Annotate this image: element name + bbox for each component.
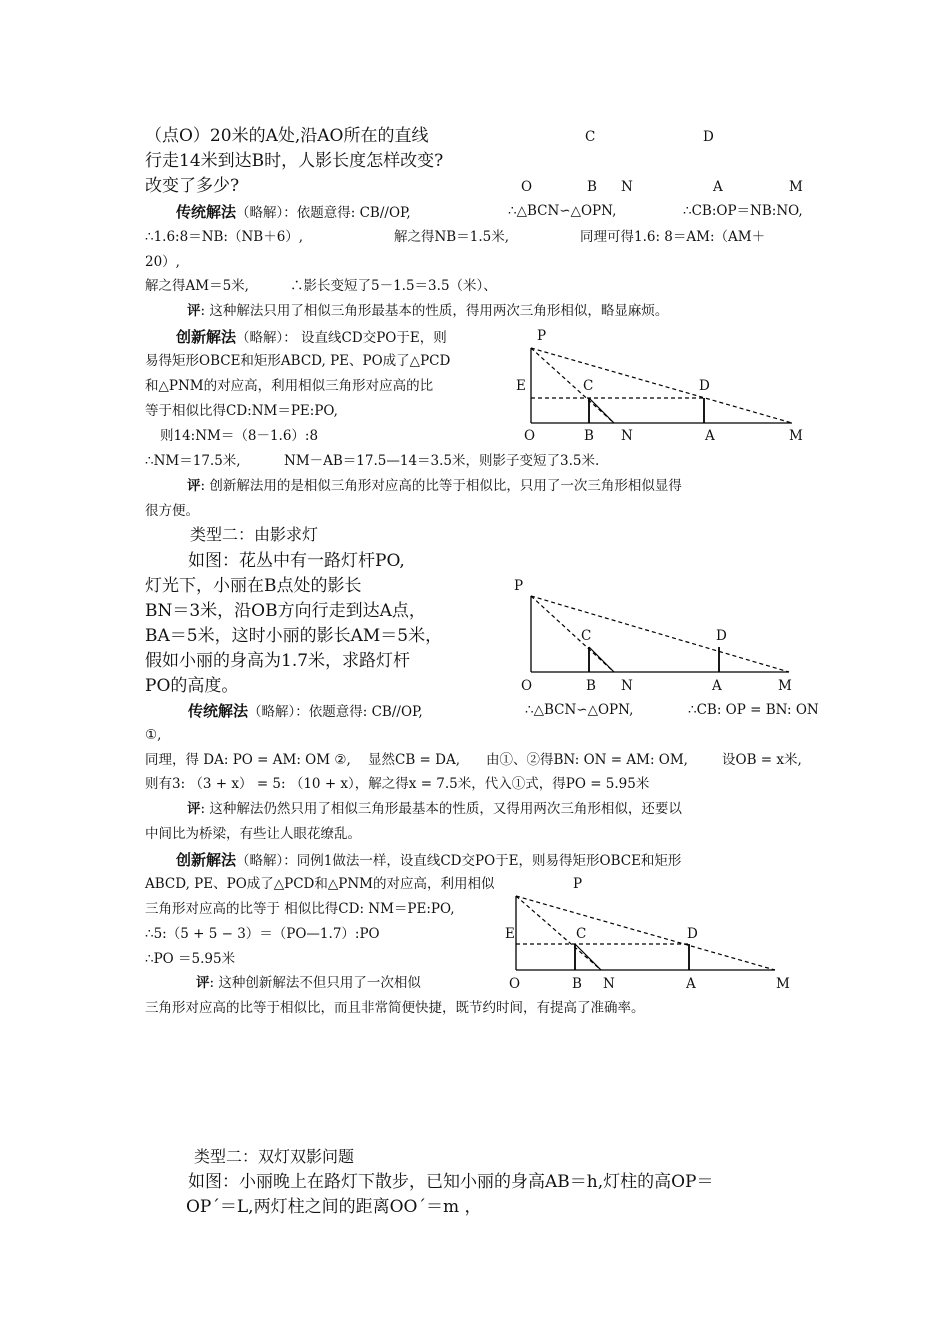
method-heading: 传统解法 [176, 203, 237, 221]
point-label-d: D [716, 628, 727, 644]
point-label-o: O [524, 428, 536, 444]
point-label-a: A [712, 678, 722, 694]
solution-text: ∴5:（5 + 5 − 3）＝（PO—1.7）:PO [145, 926, 380, 942]
solution-text: NM－AB＝17.5—14＝3.5米，则影子变短了3.5米. [284, 453, 600, 469]
solution-text: （略解）： 设直线CD交PO于E，则 [236, 330, 447, 346]
point-label-n: N [621, 428, 633, 444]
comment-heading: 评 [196, 975, 210, 991]
problem-text-line: （点O）20米的A处,沿AO所在的直线 [145, 126, 429, 146]
comment-text: : 这种创新解法不但只用了一次相似 [209, 975, 421, 991]
comment-text: : 这种解法仍然只用了相似三角形最基本的性质，又得用两次三角形相似，还要以 [200, 801, 682, 817]
solution-text: （略解）：依题意得: CB//OP, [236, 205, 411, 221]
solution-text: 20）, [145, 254, 180, 270]
solution-text: ∴CB: OP = BN: ON [688, 702, 819, 718]
solution-text: 易得矩形OBCE和矩形ABCD, PE、PO成了△PCD [145, 353, 451, 369]
comment-text: 三角形对应高的比等于相似比，而且非常简便快捷，既节约时间，有提高了准确率。 [145, 1000, 645, 1016]
solution-text: ABCD, PE、PO成了△PCD和△PNM的对应高，利用相似 [145, 876, 495, 892]
solution-text: 则有3: （3 + x） = 5: （10 + x），解之得x = 7.5米，代入①式，得PO = 5.95米 [145, 776, 650, 792]
point-label-b: B [584, 428, 594, 444]
problem-text-line: 如图：小丽晚上在路灯下散步，已知小丽的身高AB＝h,灯柱的高OP＝ [188, 1172, 714, 1192]
point-label-b: B [586, 678, 596, 694]
point-label-p: P [573, 876, 583, 892]
method-heading: 创新解法 [176, 328, 237, 346]
point-label-o: O [521, 179, 533, 195]
solution-text: ∴影长变短了5－1.5＝3.5（米）、 [290, 278, 497, 294]
problem-text-line: 行走14米到达B时，人影长度怎样改变? [145, 151, 444, 171]
solution-text: ∴CB:OP＝NB:NO, [683, 203, 803, 219]
point-label-p: P [514, 578, 524, 594]
problem-text-line: BA＝5米，这时小丽的影长AM＝5米， [145, 626, 443, 646]
comment-text: 中间比为桥梁，有些让人眼花缭乱。 [145, 826, 361, 842]
solution-text: 解之得NB＝1.5米, [394, 229, 509, 245]
point-label-m: M [778, 678, 792, 694]
solution-text: 同理，得 DA: PO = AM: OM ②, [145, 752, 351, 768]
point-label-e: E [516, 378, 526, 394]
point-label-d: D [703, 129, 714, 145]
solution-text: 解之得AM＝5米, [145, 278, 249, 294]
point-label-m: M [776, 976, 790, 992]
solution-text: ①, [145, 727, 162, 743]
point-label-a: A [686, 976, 696, 992]
point-label-e: E [505, 926, 515, 942]
point-label-b: B [572, 976, 582, 992]
problem-text-line: PO的高度。 [145, 676, 239, 696]
point-label-o: O [509, 976, 521, 992]
comment-text: : 这种解法只用了相似三角形最基本的性质，得用两次三角形相似，略显麻烦。 [200, 303, 669, 319]
point-label-m: M [789, 179, 803, 195]
point-label-a: A [713, 179, 723, 195]
solution-text: ∴△BCN∽△OPN, [508, 203, 617, 219]
point-label-m: M [789, 428, 803, 444]
point-label-p: P [537, 328, 547, 344]
point-label-o: O [521, 678, 533, 694]
solution-text: ∴△BCN∽△OPN, [525, 702, 634, 718]
problem-text-line: 如图：花丛中有一路灯杆PO, [188, 551, 405, 571]
problem-text-line: 假如小丽的身高为1.7米，求路灯杆 [145, 651, 411, 671]
point-label-n: N [603, 976, 615, 992]
solution-text: ∴NM＝17.5米, [145, 453, 241, 469]
method-heading: 创新解法 [176, 851, 237, 869]
solution-text: ∴1.6:8＝NB:（NB＋6）, [145, 229, 304, 245]
solution-text: 三角形对应高的比等于 相似比得CD: NM＝PE:PO, [145, 901, 455, 917]
comment-heading: 评 [187, 801, 201, 817]
comment-heading: 评 [187, 303, 201, 319]
point-label-b: B [587, 179, 597, 195]
solution-text: ∴PO ＝5.95米 [145, 951, 236, 967]
comment-text: 很方便。 [145, 503, 199, 519]
point-label-d: D [687, 926, 698, 942]
problem-text-line: BN＝3米，沿OB方向行走到达A点， [145, 601, 426, 621]
solution-text: （略解）：同例1做法一样，设直线CD交PO于E，则易得矩形OBCE和矩形 [236, 853, 682, 869]
point-label-d: D [699, 378, 710, 394]
point-label-n: N [621, 179, 633, 195]
problem-text-line: OP´＝L,两灯柱之间的距离OO´＝m ， [186, 1197, 482, 1217]
point-label-c: C [585, 129, 596, 145]
point-label-c: C [576, 926, 587, 942]
solution-text: 显然CB = DA, [368, 752, 461, 768]
point-label-c: C [583, 378, 594, 394]
solution-text: 设OB = x米, [722, 752, 802, 768]
point-label-a: A [705, 428, 715, 444]
problem-text-line: 灯光下，小丽在B点处的影长 [145, 576, 362, 596]
comment-heading: 评 [187, 478, 201, 494]
solution-text: 和△PNM的对应高，利用相似三角形对应高的比 [145, 378, 434, 394]
solution-text: 同理可得1.6: 8＝AM:（AM＋ [580, 229, 766, 245]
comment-line [196, 977, 421, 991]
point-label-n: N [621, 678, 633, 694]
solution-text: 等于相似比得CD:NM＝PE:PO, [145, 403, 338, 419]
solution-text: （略解）：依题意得: CB//OP, [248, 704, 423, 720]
solution-text: 由①、②得BN: ON = AM: OM, [486, 752, 688, 768]
problem-text-line: 改变了多少? [145, 176, 240, 196]
section-title: 类型二：双灯双影问题 [194, 1147, 355, 1166]
solution-text: 则14:NM＝（8－1.6）:8 [160, 428, 319, 444]
point-label-c: C [581, 628, 592, 644]
method-heading: 传统解法 [188, 702, 249, 720]
section-title: 类型二：由影求灯 [190, 525, 319, 544]
comment-text: : 创新解法用的是相似三角形对应高的比等于相似比，只用了一次三角形相似显得 [200, 478, 682, 494]
